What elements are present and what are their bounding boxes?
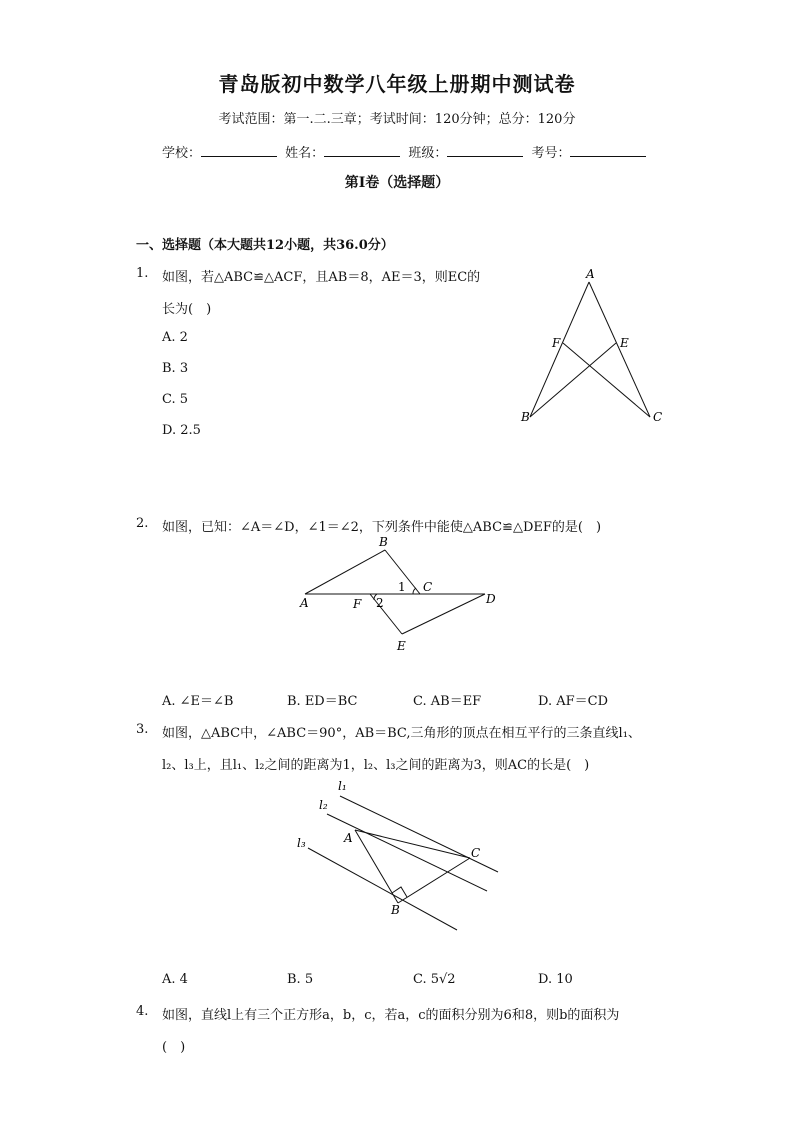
exam-number-field[interactable] [570,144,646,157]
question-3-option-c[interactable]: C. 5√2 [413,972,456,987]
question-3-text-cont: l₂、l₃上，且l₁、l₂之间的距离为1，l₂、l₃之间的距离为3，则AC的长是( ) [162,758,590,773]
question-4-text: 如图，直线l上有三个正方形a，b，c，若a，c的面积分别为6和8，则b的面积为 [162,1008,620,1023]
question-1-option-d[interactable]: D. 2.5 [162,423,201,438]
question-3-option-b[interactable]: B. 5 [287,972,314,987]
name-field[interactable] [324,144,400,157]
question-1-text-cont: 长为( ) [162,302,212,317]
question-2-text: 如图，已知：∠A＝∠D，∠1＝∠2，下列条件中能使△ABC≌△DEF的是( ) [162,520,602,535]
question-1-option-b[interactable]: B. 3 [162,361,189,376]
question-2-option-c[interactable]: C. AB＝EF [413,694,482,709]
question-4-number: 4. [136,1004,149,1019]
class-field[interactable] [447,144,523,157]
question-3-figure [290,772,505,937]
question-2-option-b[interactable]: B. ED＝BC [287,694,358,709]
fig2-label-e: E [397,639,406,653]
question-1-text: 如图，若△ABC≌△ACF，且AB＝8，AE＝3，则EC的 [162,270,481,285]
name-label: 姓名： [285,146,325,161]
question-1-number: 1. [136,266,149,281]
question-2-number: 2. [136,516,149,531]
class-label: 班级： [408,146,448,161]
fig2-label-a: A [300,596,309,610]
fig1-label-b: B [521,410,530,424]
fig1-label-f: F [552,336,561,350]
question-1-figure [510,262,670,432]
question-3-text: 如图，△ABC中，∠ABC＝90°，AB＝BC,三角形的顶点在相互平行的三条直线l₁、 [162,726,641,741]
fig3-label-l3: l₃ [297,836,306,850]
section-heading: 一、选择题（本大题共12小题，共36.0分） [136,238,394,253]
volume-heading: 第Ⅰ卷（选择题） [344,175,450,191]
fig1-label-e: E [620,336,629,350]
fig2-label-f: F [353,597,362,611]
question-3-option-a[interactable]: A. 4 [162,972,188,987]
fig3-label-a: A [344,831,353,845]
fig1-label-c: C [653,410,663,424]
question-3-number: 3. [136,722,149,737]
fig2-label-1: 1 [398,580,406,594]
fig3-label-c: C [471,846,481,860]
fig2-label-b: B [379,535,388,549]
fig1-label-a: A [586,267,595,281]
fig2-label-d: D [486,592,496,606]
question-1-option-c[interactable]: C. 5 [162,392,189,407]
school-field[interactable] [201,144,277,157]
school-label: 学校： [162,146,202,161]
student-info-row [162,142,650,161]
fig3-label-l1: l₁ [338,779,347,793]
question-2-option-d[interactable]: D. AF＝CD [538,694,609,709]
question-1-option-a[interactable]: A. 2 [162,330,188,345]
question-3-option-d[interactable]: D. 10 [538,972,573,987]
fig3-label-b: B [391,903,400,917]
question-2-option-a[interactable]: A. ∠E＝∠B [162,694,234,709]
page-title: 青岛版初中数学八年级上册期中测试卷 [218,72,576,96]
fig2-label-2: 2 [376,596,384,610]
exam-number-label: 考号： [531,146,571,161]
question-4-text-cont: ( ) [162,1040,186,1055]
fig2-label-c: C [423,580,433,594]
fig3-label-l2: l₂ [319,798,328,812]
exam-info: 考试范围：第一.二.三章；考试时间：120分钟；总分：120分 [218,112,576,127]
question-2-figure [295,534,510,656]
